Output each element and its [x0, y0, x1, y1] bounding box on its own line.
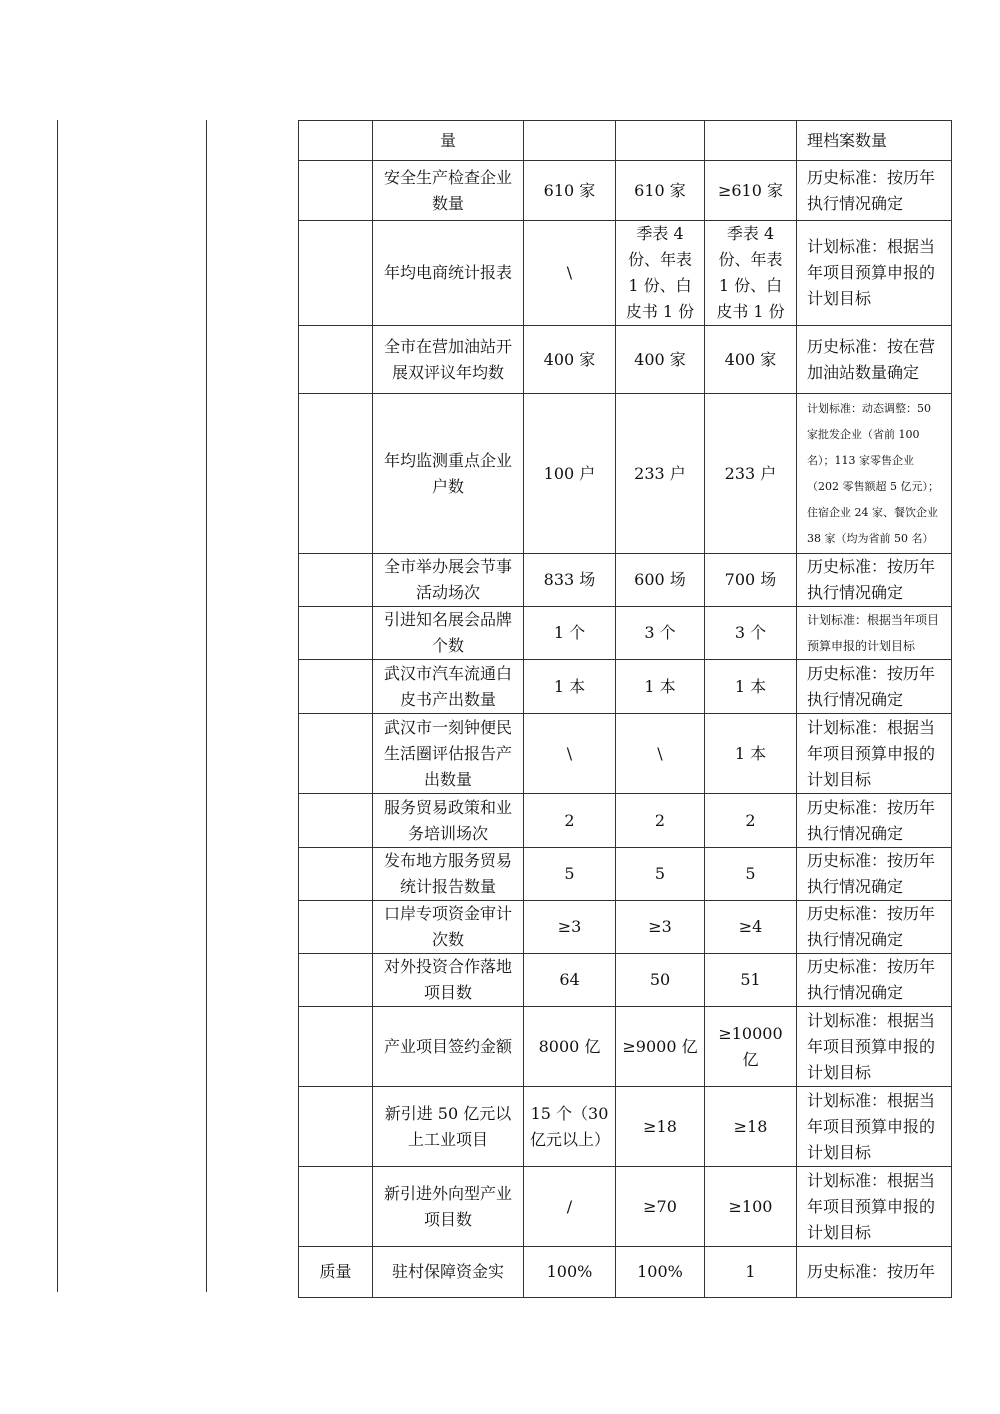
table-row — [299, 161, 952, 221]
indicator-category-cell — [299, 1167, 373, 1247]
value-cell-2: 600 场 — [616, 554, 705, 607]
value-cell-2 — [616, 121, 705, 161]
value-cell-3: ≥100 — [705, 1167, 797, 1247]
value-cell-1: \ — [524, 221, 616, 326]
standard-cell: 历史标准：按历年执行情况确定 — [797, 554, 952, 607]
table-row — [299, 1087, 952, 1167]
indicator-category-cell — [299, 121, 373, 161]
standard-cell: 计划标准：动态调整：50 家批发企业（省前 100 名）；113 家零售企业（202 零售额超 5 亿元）；住宿企业 24 家、餐饮企业 38 家（均为省前 50 名） — [797, 394, 952, 554]
standard-cell: 计划标准：根据当年项目预算申报的计划目标 — [797, 1007, 952, 1087]
value-cell-3 — [705, 121, 797, 161]
value-cell-3: 400 家 — [705, 326, 797, 394]
value-cell-1 — [524, 121, 616, 161]
value-cell-1: 64 — [524, 954, 616, 1007]
indicator-name-cell: 全市在营加油站开展双评议年均数 — [373, 326, 524, 394]
indicator-category-cell — [299, 660, 373, 714]
table-row — [299, 221, 952, 326]
indicator-category-cell: 质量 — [299, 1247, 373, 1298]
standard-cell: 历史标准：按历年执行情况确定 — [797, 954, 952, 1007]
standard-cell: 历史标准：按历年执行情况确定 — [797, 161, 952, 221]
indicator-name-cell: 产业项目签约金额 — [373, 1007, 524, 1087]
indicator-category-cell — [299, 1087, 373, 1167]
value-cell-2: 100% — [616, 1247, 705, 1298]
indicator-name-cell: 年均监测重点企业户数 — [373, 394, 524, 554]
value-cell-3: 1 本 — [705, 660, 797, 714]
table-row — [299, 901, 952, 954]
standard-cell: 历史标准：按历年执行情况确定 — [797, 848, 952, 901]
table-row — [299, 326, 952, 394]
indicator-category-cell — [299, 394, 373, 554]
performance-indicator-table — [298, 120, 952, 1298]
value-cell-1: 100 户 — [524, 394, 616, 554]
indicator-name-cell: 安全生产检查企业数量 — [373, 161, 524, 221]
value-cell-1: 8000 亿 — [524, 1007, 616, 1087]
table-row — [299, 121, 952, 161]
indicator-category-cell — [299, 607, 373, 660]
value-cell-2: ≥18 — [616, 1087, 705, 1167]
value-cell-2: 400 家 — [616, 326, 705, 394]
value-cell-3: 1 — [705, 1247, 797, 1298]
value-cell-1: 2 — [524, 794, 616, 848]
value-cell-1: / — [524, 1167, 616, 1247]
value-cell-3: 季表 4 份、年表 1 份、白皮书 1 份 — [705, 221, 797, 326]
indicator-name-cell: 驻村保障资金实 — [373, 1247, 524, 1298]
value-cell-2: ≥9000 亿 — [616, 1007, 705, 1087]
value-cell-1: 1 本 — [524, 660, 616, 714]
value-cell-2: 50 — [616, 954, 705, 1007]
value-cell-2: 610 家 — [616, 161, 705, 221]
indicator-name-cell: 年均电商统计报表 — [373, 221, 524, 326]
outer-column-divider-1 — [206, 120, 207, 1292]
indicator-name-cell: 武汉市一刻钟便民生活圈评估报告产出数量 — [373, 714, 524, 794]
value-cell-1: 400 家 — [524, 326, 616, 394]
value-cell-1: 610 家 — [524, 161, 616, 221]
indicator-category-cell — [299, 954, 373, 1007]
standard-cell: 计划标准：根据当年项目预算申报的计划目标 — [797, 607, 952, 660]
table-row — [299, 1167, 952, 1247]
table-row — [299, 607, 952, 660]
standard-cell: 理档案数量 — [797, 121, 952, 161]
value-cell-2: 233 户 — [616, 394, 705, 554]
value-cell-1: \ — [524, 714, 616, 794]
indicator-category-cell — [299, 161, 373, 221]
value-cell-1: 833 场 — [524, 554, 616, 607]
indicator-name-cell: 新引进 50 亿元以上工业项目 — [373, 1087, 524, 1167]
value-cell-3: ≥10000 亿 — [705, 1007, 797, 1087]
value-cell-3: 700 场 — [705, 554, 797, 607]
indicator-category-cell — [299, 794, 373, 848]
indicator-category-cell — [299, 554, 373, 607]
value-cell-3: 51 — [705, 954, 797, 1007]
value-cell-2: 1 本 — [616, 660, 705, 714]
standard-cell: 计划标准：根据当年项目预算申报的计划目标 — [797, 221, 952, 326]
indicator-category-cell — [299, 901, 373, 954]
standard-cell: 历史标准：按历年 — [797, 1247, 952, 1298]
outer-border-left — [57, 120, 58, 1292]
value-cell-3: 1 本 — [705, 714, 797, 794]
indicator-name-cell: 武汉市汽车流通白皮书产出数量 — [373, 660, 524, 714]
table-row — [299, 554, 952, 607]
value-cell-2: 5 — [616, 848, 705, 901]
value-cell-3: 3 个 — [705, 607, 797, 660]
table-body — [299, 121, 952, 1298]
value-cell-2: \ — [616, 714, 705, 794]
value-cell-3: ≥610 家 — [705, 161, 797, 221]
value-cell-2: 2 — [616, 794, 705, 848]
value-cell-1: ≥3 — [524, 901, 616, 954]
value-cell-3: 2 — [705, 794, 797, 848]
table-row — [299, 794, 952, 848]
value-cell-2: 3 个 — [616, 607, 705, 660]
table-row — [299, 954, 952, 1007]
standard-cell: 历史标准：按在营加油站数量确定 — [797, 326, 952, 394]
standard-cell: 历史标准：按历年执行情况确定 — [797, 660, 952, 714]
value-cell-1: 5 — [524, 848, 616, 901]
value-cell-3: ≥18 — [705, 1087, 797, 1167]
table-row — [299, 848, 952, 901]
value-cell-2: ≥3 — [616, 901, 705, 954]
value-cell-3: 233 户 — [705, 394, 797, 554]
value-cell-3: ≥4 — [705, 901, 797, 954]
table-row — [299, 394, 952, 554]
table-row — [299, 714, 952, 794]
table-row — [299, 660, 952, 714]
standard-cell: 历史标准：按历年执行情况确定 — [797, 901, 952, 954]
value-cell-1: 1 个 — [524, 607, 616, 660]
indicator-category-cell — [299, 221, 373, 326]
indicator-name-cell: 全市举办展会节事活动场次 — [373, 554, 524, 607]
table-row — [299, 1007, 952, 1087]
indicator-name-cell: 口岸专项资金审计次数 — [373, 901, 524, 954]
indicator-category-cell — [299, 848, 373, 901]
standard-cell: 计划标准：根据当年项目预算申报的计划目标 — [797, 1087, 952, 1167]
indicator-name-cell: 量 — [373, 121, 524, 161]
value-cell-1: 100% — [524, 1247, 616, 1298]
indicator-name-cell: 对外投资合作落地项目数 — [373, 954, 524, 1007]
standard-cell: 历史标准：按历年执行情况确定 — [797, 794, 952, 848]
table-row — [299, 1247, 952, 1298]
indicator-name-cell: 新引进外向型产业项目数 — [373, 1167, 524, 1247]
value-cell-2: ≥70 — [616, 1167, 705, 1247]
value-cell-3: 5 — [705, 848, 797, 901]
standard-cell: 计划标准：根据当年项目预算申报的计划目标 — [797, 1167, 952, 1247]
indicator-name-cell: 服务贸易政策和业务培训场次 — [373, 794, 524, 848]
indicator-category-cell — [299, 1007, 373, 1087]
standard-cell: 计划标准：根据当年项目预算申报的计划目标 — [797, 714, 952, 794]
value-cell-1: 15 个（30 亿元以上） — [524, 1087, 616, 1167]
indicator-name-cell: 发布地方服务贸易统计报告数量 — [373, 848, 524, 901]
indicator-name-cell: 引进知名展会品牌个数 — [373, 607, 524, 660]
indicator-category-cell — [299, 714, 373, 794]
value-cell-2: 季表 4 份、年表 1 份、白皮书 1 份 — [616, 221, 705, 326]
indicator-category-cell — [299, 326, 373, 394]
